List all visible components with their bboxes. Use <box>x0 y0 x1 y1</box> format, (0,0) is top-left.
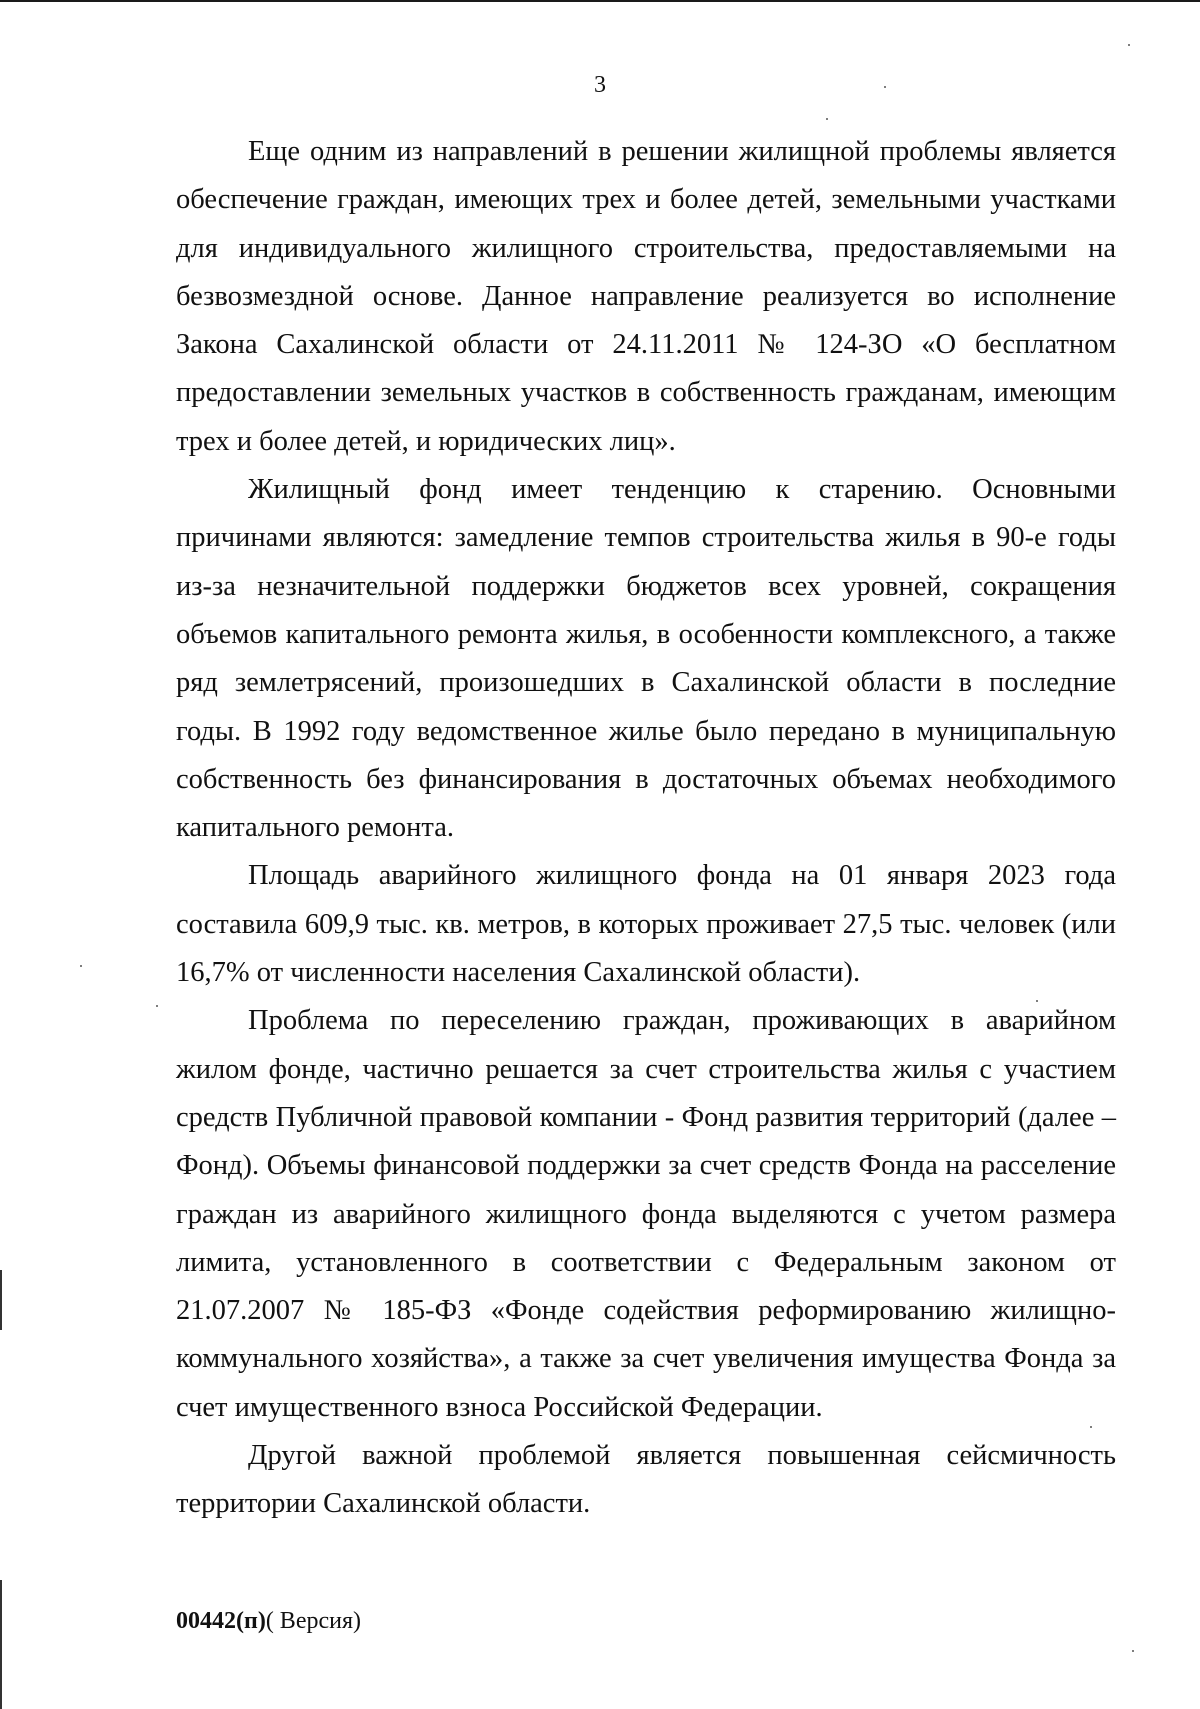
paragraph-resettlement: Проблема по переселению граждан, проживающих в аварийном жилом фонде, частично решается за счет строительства жилья с участием средств Публичной правовой компании - Фонд развития территорий (далее – Фонд). Объемы финансовой поддержки за счет средств Фонда на расселение граждан из аварийного жилищного фонда выделяются с учетом размера лимита, установленного в соответствии с Федеральным законом от 21.07.2007 № 185-ФЗ «Фонде содействия реформированию жилищно-коммунального хозяйства», а также за счет увеличения имущества Фонда за счет имущественного взноса Российской Федерации. <box>176 1005 1116 1423</box>
page-number: 3 <box>594 72 606 98</box>
paragraph-housing-aging: Жилищный фонд имеет тенденцию к старению. Основными причинами являются: замедление темпов строительства жилья в 90-е годы из-за незначительной поддержки бюджетов всех уровней, сокращения объемов капитального ремонта жилья, в особенности комплексного, а также ряд землетрясений, произошедших в Сахалинской области в последние годы. В 1992 году ведомственное жилье было передано в муниципальную собственность без финансирования в достаточных объемах необходимого капитального ремонта. <box>176 474 1116 844</box>
paragraph-land-plots: Еще одним из направлений в решении жилищной проблемы является обеспечение граждан, имеющих трех и более детей, земельными участками для индивидуального жилищного строительства, предоставляемыми на безвозмездной основе. Данное направление реализуется во исполнение Закона Сахалинской области от 24.11.2011 № 124-ЗО «О бесплатном предоставлении земельных участков в собственность гражданам, имеющим трех и более детей, и юридических лиц». <box>176 136 1116 457</box>
document-code: 00442(п) <box>176 1608 266 1634</box>
scan-edge-mark <box>0 1580 2 1709</box>
paragraph-seismicity: Другой важной проблемой является повышенная сейсмичность территории Сахалинской области. <box>176 1440 1116 1520</box>
scan-speck <box>1128 44 1130 46</box>
document-footer <box>176 1608 361 1635</box>
document-body <box>176 128 1116 1529</box>
scan-speck <box>156 1005 158 1007</box>
scan-speck <box>1132 1650 1134 1652</box>
paragraph-emergency-area: Площадь аварийного жилищного фонда на 01 января 2023 года составила 609,9 тыс. кв. метров, в которых проживает 27,5 тыс. человек (или 16,7% от численности населения Сахалинской области). <box>176 860 1116 989</box>
scan-edge-mark <box>0 1270 2 1330</box>
scan-edge-line <box>0 0 1200 2</box>
document-version: ( Версия) <box>265 1608 361 1634</box>
scan-speck <box>826 118 828 120</box>
scan-speck <box>80 965 82 967</box>
